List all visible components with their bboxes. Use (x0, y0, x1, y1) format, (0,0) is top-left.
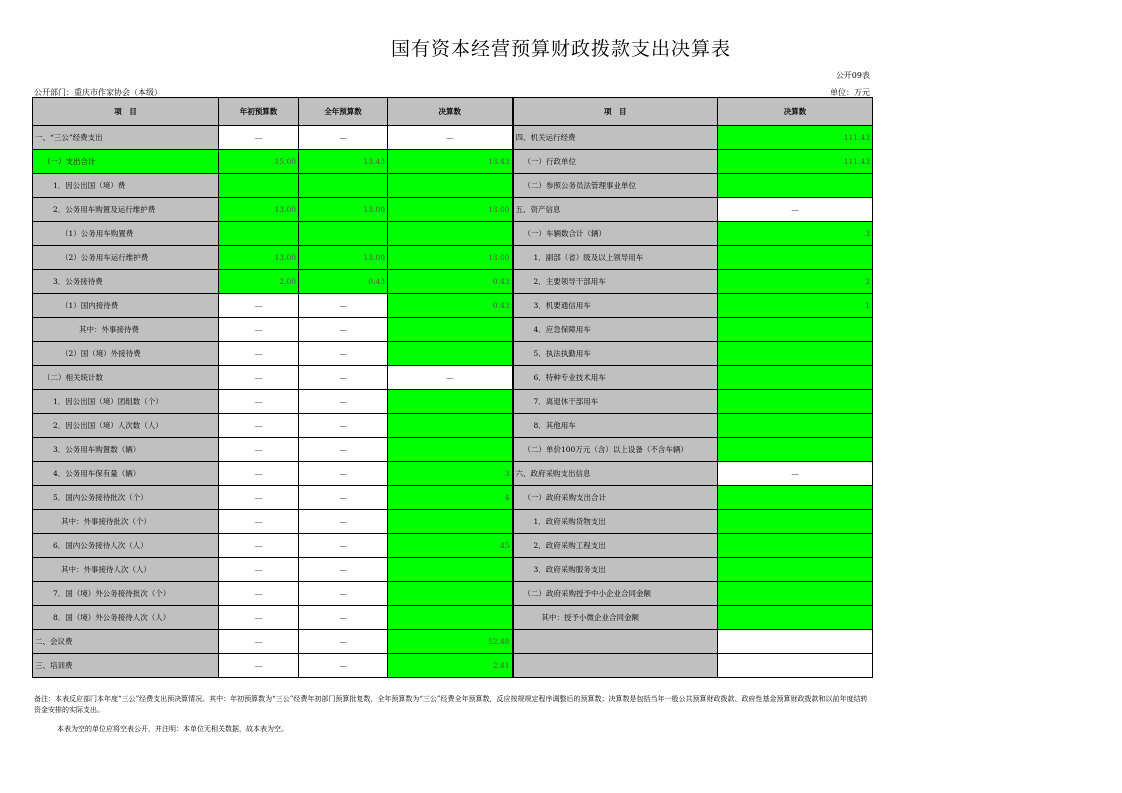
page-title: 国有资本经营预算财政拨款支出决算表 (390, 38, 731, 60)
full-year-budget-cell: — (299, 630, 388, 654)
final-cell: 0.43 (388, 294, 513, 318)
right-final-cell: 2 (718, 270, 873, 294)
left-item-cell: 一、“三公”经费支出 (33, 126, 219, 150)
footnote-empty-table: 本表为空的单位应将空表公开，并注明：本单位无相关数据，故本表为空。 (57, 725, 288, 733)
full-year-budget-cell: 13.00 (299, 198, 388, 222)
right-final-cell (718, 174, 873, 198)
full-year-budget-cell: — (299, 366, 388, 390)
table-row (33, 318, 873, 342)
annual-budget-cell: — (219, 342, 299, 366)
final-cell: 13.00 (388, 246, 513, 270)
final-cell (388, 174, 513, 198)
final-cell (388, 558, 513, 582)
annual-budget-cell: 13.00 (219, 198, 299, 222)
left-item-cell: 1．因公出国（境）费 (33, 174, 219, 198)
right-item-cell: 3．政府采购服务支出 (513, 558, 718, 582)
annual-budget-cell: — (219, 606, 299, 630)
annual-budget-cell: — (219, 438, 299, 462)
left-item-cell: 3．公务接待费 (33, 270, 219, 294)
final-cell: — (388, 366, 513, 390)
annual-budget-cell: — (219, 486, 299, 510)
right-item-cell: 1．副部（省）级及以上领导用车 (513, 246, 718, 270)
right-item-cell: （一）车辆数合计（辆） (513, 222, 718, 246)
final-cell: 4 (388, 486, 513, 510)
right-item-cell: 1．政府采购货物支出 (513, 510, 718, 534)
right-item-cell: 四、机关运行经费 (513, 126, 718, 150)
right-item-cell: 2．主要领导干部用车 (513, 270, 718, 294)
annual-budget-cell: — (219, 558, 299, 582)
final-cell (388, 582, 513, 606)
final-cell: 2.41 (388, 654, 513, 678)
right-final-cell (718, 630, 873, 654)
left-item-cell: 其中：外事接待人次（人） (33, 558, 219, 582)
annual-budget-cell: — (219, 510, 299, 534)
table-row (33, 654, 873, 678)
final-cell: 3 (388, 462, 513, 486)
right-final-cell (718, 390, 873, 414)
right-final-cell (718, 438, 873, 462)
final-cell: 45 (388, 534, 513, 558)
table-row (33, 222, 873, 246)
final-cell: — (388, 126, 513, 150)
right-item-cell: （一）政府采购支出合计 (513, 486, 718, 510)
left-item-cell: 其中：外事接待费 (33, 318, 219, 342)
table-row (33, 582, 873, 606)
table-row (33, 630, 873, 654)
table-row (33, 294, 873, 318)
annual-budget-cell: — (219, 534, 299, 558)
left-item-cell: 8．国（境）外公务接待人次（人） (33, 606, 219, 630)
header-final-right: 决算数 (718, 98, 873, 126)
final-cell: 0.43 (388, 270, 513, 294)
department-label: 公开部门：重庆市作家协会（本级） (34, 88, 162, 97)
full-year-budget-cell: — (299, 582, 388, 606)
annual-budget-cell (219, 174, 299, 198)
final-cell (388, 606, 513, 630)
full-year-budget-cell: 13.00 (299, 246, 388, 270)
final-cell (388, 438, 513, 462)
right-final-cell: — (718, 198, 873, 222)
right-final-cell (718, 654, 873, 678)
final-cell: 52.48 (388, 630, 513, 654)
right-item-cell: （二）政府采购授予中小企业合同金额 (513, 582, 718, 606)
full-year-budget-cell: — (299, 318, 388, 342)
left-item-cell: （一）支出合计 (33, 150, 219, 174)
header-annual-budget: 年初预算数 (219, 98, 299, 126)
right-item-cell: 2．政府采购工程支出 (513, 534, 718, 558)
footnote: 备注：本表反应部门本年度“三公”经费支出预决算情况。其中：年初预算数为“三公”经费年初部门预算批复数，全年预算数为“三公”经费全年预算数，反应按规规定程序调整后的预算数；决算数是包括当年一般公共预算财政拨款、政府性基金预算财政拨款和以前年度结转资金安排的实际支出。 (34, 695, 868, 714)
table-row (33, 486, 873, 510)
annual-budget-cell: — (219, 126, 299, 150)
right-final-cell: 111.43 (718, 150, 873, 174)
full-year-budget-cell: — (299, 438, 388, 462)
right-item-cell: 7．离退休干部用车 (513, 390, 718, 414)
full-year-budget-cell: — (299, 606, 388, 630)
annual-budget-cell: — (219, 390, 299, 414)
full-year-budget-cell: — (299, 654, 388, 678)
full-year-budget-cell: — (299, 534, 388, 558)
right-item-cell: 五、资产信息 (513, 198, 718, 222)
table-row (33, 126, 873, 150)
final-cell (388, 414, 513, 438)
left-item-cell: 7．国（境）外公务接待批次（个） (33, 582, 219, 606)
left-item-cell: 2．公务用车购置及运行维护费 (33, 198, 219, 222)
left-item-cell: 2．因公出国（境）人次数（人） (33, 414, 219, 438)
left-item-cell: 4．公务用车保有量（辆） (33, 462, 219, 486)
final-cell (388, 222, 513, 246)
right-item-cell: （二）单价100万元（含）以上设备（不含车辆） (513, 438, 718, 462)
table-row (33, 462, 873, 486)
full-year-budget-cell: — (299, 558, 388, 582)
table-row (33, 198, 873, 222)
right-item-cell: 6．特种专业技术用车 (513, 366, 718, 390)
table-row (33, 438, 873, 462)
left-item-cell: 6．国内公务接待人次（人） (33, 534, 219, 558)
left-item-cell: 5．国内公务接待批次（个） (33, 486, 219, 510)
annual-budget-cell: 15.00 (219, 150, 299, 174)
table-row (33, 390, 873, 414)
left-item-cell: 3．公务用车购置数（辆） (33, 438, 219, 462)
header-item: 项 目 (33, 98, 219, 126)
right-final-cell (718, 366, 873, 390)
right-final-cell (718, 414, 873, 438)
annual-budget-cell: — (219, 630, 299, 654)
right-final-cell (718, 246, 873, 270)
table-header-row (33, 98, 873, 126)
right-final-cell (718, 318, 873, 342)
right-item-cell (513, 654, 718, 678)
right-final-cell: 1 (718, 294, 873, 318)
right-item-cell: 六、政府采购支出信息 (513, 462, 718, 486)
left-item-cell: 1．因公出国（境）团组数（个） (33, 390, 219, 414)
table-row (33, 342, 873, 366)
final-cell: 13.43 (388, 150, 513, 174)
right-final-cell (718, 582, 873, 606)
right-item-cell: 3．机要通信用车 (513, 294, 718, 318)
annual-budget-cell (219, 222, 299, 246)
right-item-cell: （一）行政单位 (513, 150, 718, 174)
full-year-budget-cell (299, 222, 388, 246)
table-row (33, 174, 873, 198)
right-item-cell: 5．执法执勤用车 (513, 342, 718, 366)
annual-budget-cell: — (219, 414, 299, 438)
header-full-year-budget: 全年预算数 (299, 98, 388, 126)
unit-label: 单位：万元 (830, 88, 870, 97)
right-item-cell: 4．应急保障用车 (513, 318, 718, 342)
right-item-cell (513, 630, 718, 654)
header-final: 决算数 (388, 98, 513, 126)
form-code: 公开09表 (835, 71, 870, 80)
header-item-right: 项 目 (513, 98, 718, 126)
annual-budget-cell: 2.00 (219, 270, 299, 294)
right-final-cell (718, 342, 873, 366)
table-row (33, 510, 873, 534)
left-item-cell: （1）国内接待费 (33, 294, 219, 318)
right-final-cell (718, 606, 873, 630)
table-row (33, 366, 873, 390)
full-year-budget-cell: — (299, 462, 388, 486)
right-item-cell: 其中：授予小微企业合同金额 (513, 606, 718, 630)
right-final-cell (718, 510, 873, 534)
table-row (33, 558, 873, 582)
full-year-budget-cell (299, 174, 388, 198)
table-row (33, 246, 873, 270)
annual-budget-cell: — (219, 654, 299, 678)
annual-budget-cell: — (219, 318, 299, 342)
right-final-cell (718, 558, 873, 582)
left-item-cell: 三、培训费 (33, 654, 219, 678)
right-final-cell (718, 486, 873, 510)
full-year-budget-cell: — (299, 486, 388, 510)
right-final-cell: 111.43 (718, 126, 873, 150)
left-item-cell: （2）国（境）外接待费 (33, 342, 219, 366)
final-cell (388, 510, 513, 534)
full-year-budget-cell: — (299, 126, 388, 150)
final-cell: 13.00 (388, 198, 513, 222)
right-item-cell: （二）参照公务员法管理事业单位 (513, 174, 718, 198)
right-final-cell: 3 (718, 222, 873, 246)
final-cell (388, 318, 513, 342)
left-item-cell: 二、会议费 (33, 630, 219, 654)
table-row (33, 270, 873, 294)
left-item-cell: （1）公务用车购置费 (33, 222, 219, 246)
left-item-cell: （2）公务用车运行维护费 (33, 246, 219, 270)
final-cell (388, 390, 513, 414)
annual-budget-cell: — (219, 582, 299, 606)
table-row (33, 150, 873, 174)
budget-table (32, 97, 873, 678)
full-year-budget-cell: — (299, 510, 388, 534)
left-item-cell: 其中：外事接待批次（个） (33, 510, 219, 534)
full-year-budget-cell: 0.43 (299, 270, 388, 294)
left-item-cell: （二）相关统计数 (33, 366, 219, 390)
table-row (33, 606, 873, 630)
annual-budget-cell: 13.00 (219, 246, 299, 270)
full-year-budget-cell: 13.43 (299, 150, 388, 174)
full-year-budget-cell: — (299, 414, 388, 438)
annual-budget-cell: — (219, 294, 299, 318)
table-row (33, 534, 873, 558)
full-year-budget-cell: — (299, 294, 388, 318)
final-cell (388, 342, 513, 366)
annual-budget-cell: — (219, 366, 299, 390)
annual-budget-cell: — (219, 462, 299, 486)
right-final-cell (718, 534, 873, 558)
right-final-cell: — (718, 462, 873, 486)
right-item-cell: 8．其他用车 (513, 414, 718, 438)
full-year-budget-cell: — (299, 390, 388, 414)
full-year-budget-cell: — (299, 342, 388, 366)
table-row (33, 414, 873, 438)
